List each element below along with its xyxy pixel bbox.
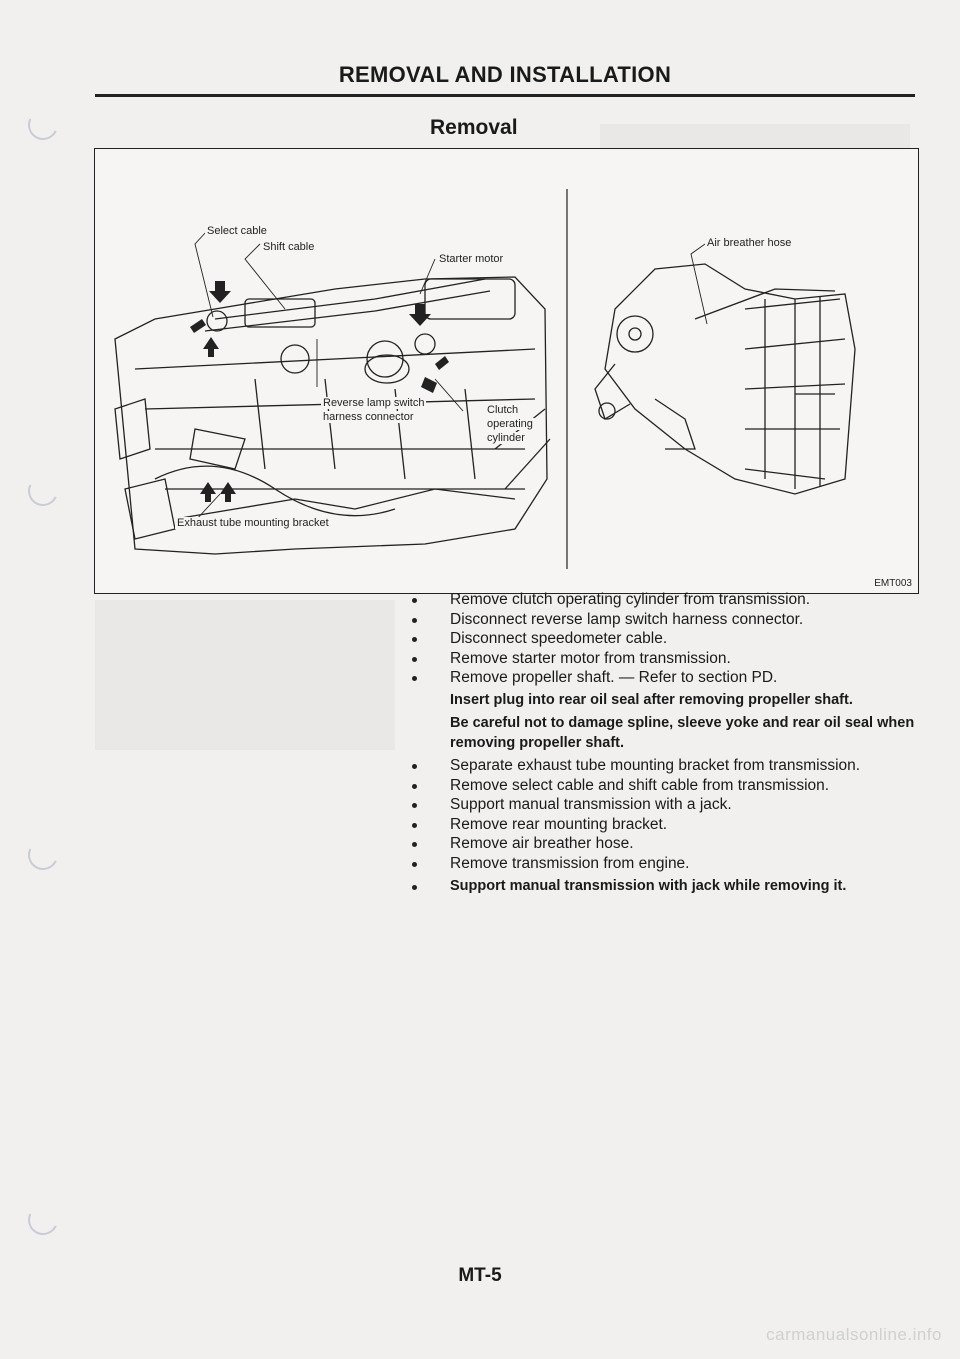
figure-code: EMT003: [874, 578, 912, 589]
label-air-breather-hose: Air breather hose: [707, 237, 792, 249]
page-header: [95, 58, 915, 97]
removal-steps: [408, 590, 923, 897]
list-item: Remove air breather hose.: [408, 834, 923, 854]
list-item: Disconnect reverse lamp switch harness connector.: [408, 610, 923, 630]
label-clutch: Clutch: [487, 404, 519, 416]
list-item: Separate exhaust tube mounting bracket from transmission.: [408, 756, 923, 776]
removal-figure: [94, 148, 919, 594]
bullet-icon: [412, 784, 417, 789]
label-exhaust-bracket: Exhaust tube mounting bracket: [177, 517, 329, 529]
label-harness-connector: harness connector: [323, 411, 414, 423]
bullet-icon: [412, 618, 417, 623]
binder-hole: [24, 106, 62, 144]
bullet-icon: [412, 823, 417, 828]
caution-note: Be careful not to damage spline, sleeve yoke and rear oil seal when removing propeller shaft.: [450, 715, 915, 751]
bullet-icon: [412, 764, 417, 769]
bullet-icon: [412, 657, 417, 662]
list-item: Remove select cable and shift cable from transmission.: [408, 776, 923, 796]
bullet-icon: [412, 862, 417, 867]
bleed-through: [95, 600, 395, 750]
list-item: Support manual transmission with jack while removing it.: [408, 877, 923, 897]
section-title: Removal: [430, 116, 518, 139]
list-item: Remove rear mounting bracket.: [408, 815, 923, 835]
list-item: Support manual transmission with a jack.: [408, 795, 923, 815]
caution-note: Insert plug into rear oil seal after removing propeller shaft.: [450, 691, 853, 708]
header-title: REMOVAL AND INSTALLATION: [338, 62, 672, 87]
label-shift-cable: Shift cable: [263, 241, 315, 253]
label-cylinder: cylinder: [487, 432, 525, 444]
label-operating: operating: [487, 418, 533, 430]
list-item: Remove starter motor from transmission.: [408, 649, 923, 669]
bullet-icon: [412, 637, 417, 642]
watermark: carmanualsonline.info: [766, 1325, 942, 1344]
list-item: Remove clutch operating cylinder from transmission.: [408, 590, 923, 610]
binder-hole: [24, 1201, 62, 1239]
bullet-icon: [412, 803, 417, 808]
label-select-cable: Select cable: [207, 225, 267, 237]
bullet-icon: [412, 598, 417, 603]
label-starter-motor: Starter motor: [439, 253, 504, 265]
list-item: Remove transmission from engine.: [408, 854, 923, 874]
list-item: Disconnect speedometer cable.: [408, 629, 923, 649]
bullet-icon: [412, 676, 417, 681]
bullet-icon: [412, 885, 417, 890]
binder-hole: [24, 836, 62, 874]
label-reverse-lamp-switch: Reverse lamp switch: [323, 397, 425, 409]
binder-hole: [24, 472, 62, 510]
list-item: Remove propeller shaft. — Refer to section PD. Insert plug into rear oil seal after removing propeller shaft. Be careful not to damage spline, sleeve yoke and rear oil seal when removing propeller shaft.: [408, 668, 923, 753]
bullet-icon: [412, 842, 417, 847]
page-number: MT-5: [458, 1265, 502, 1286]
